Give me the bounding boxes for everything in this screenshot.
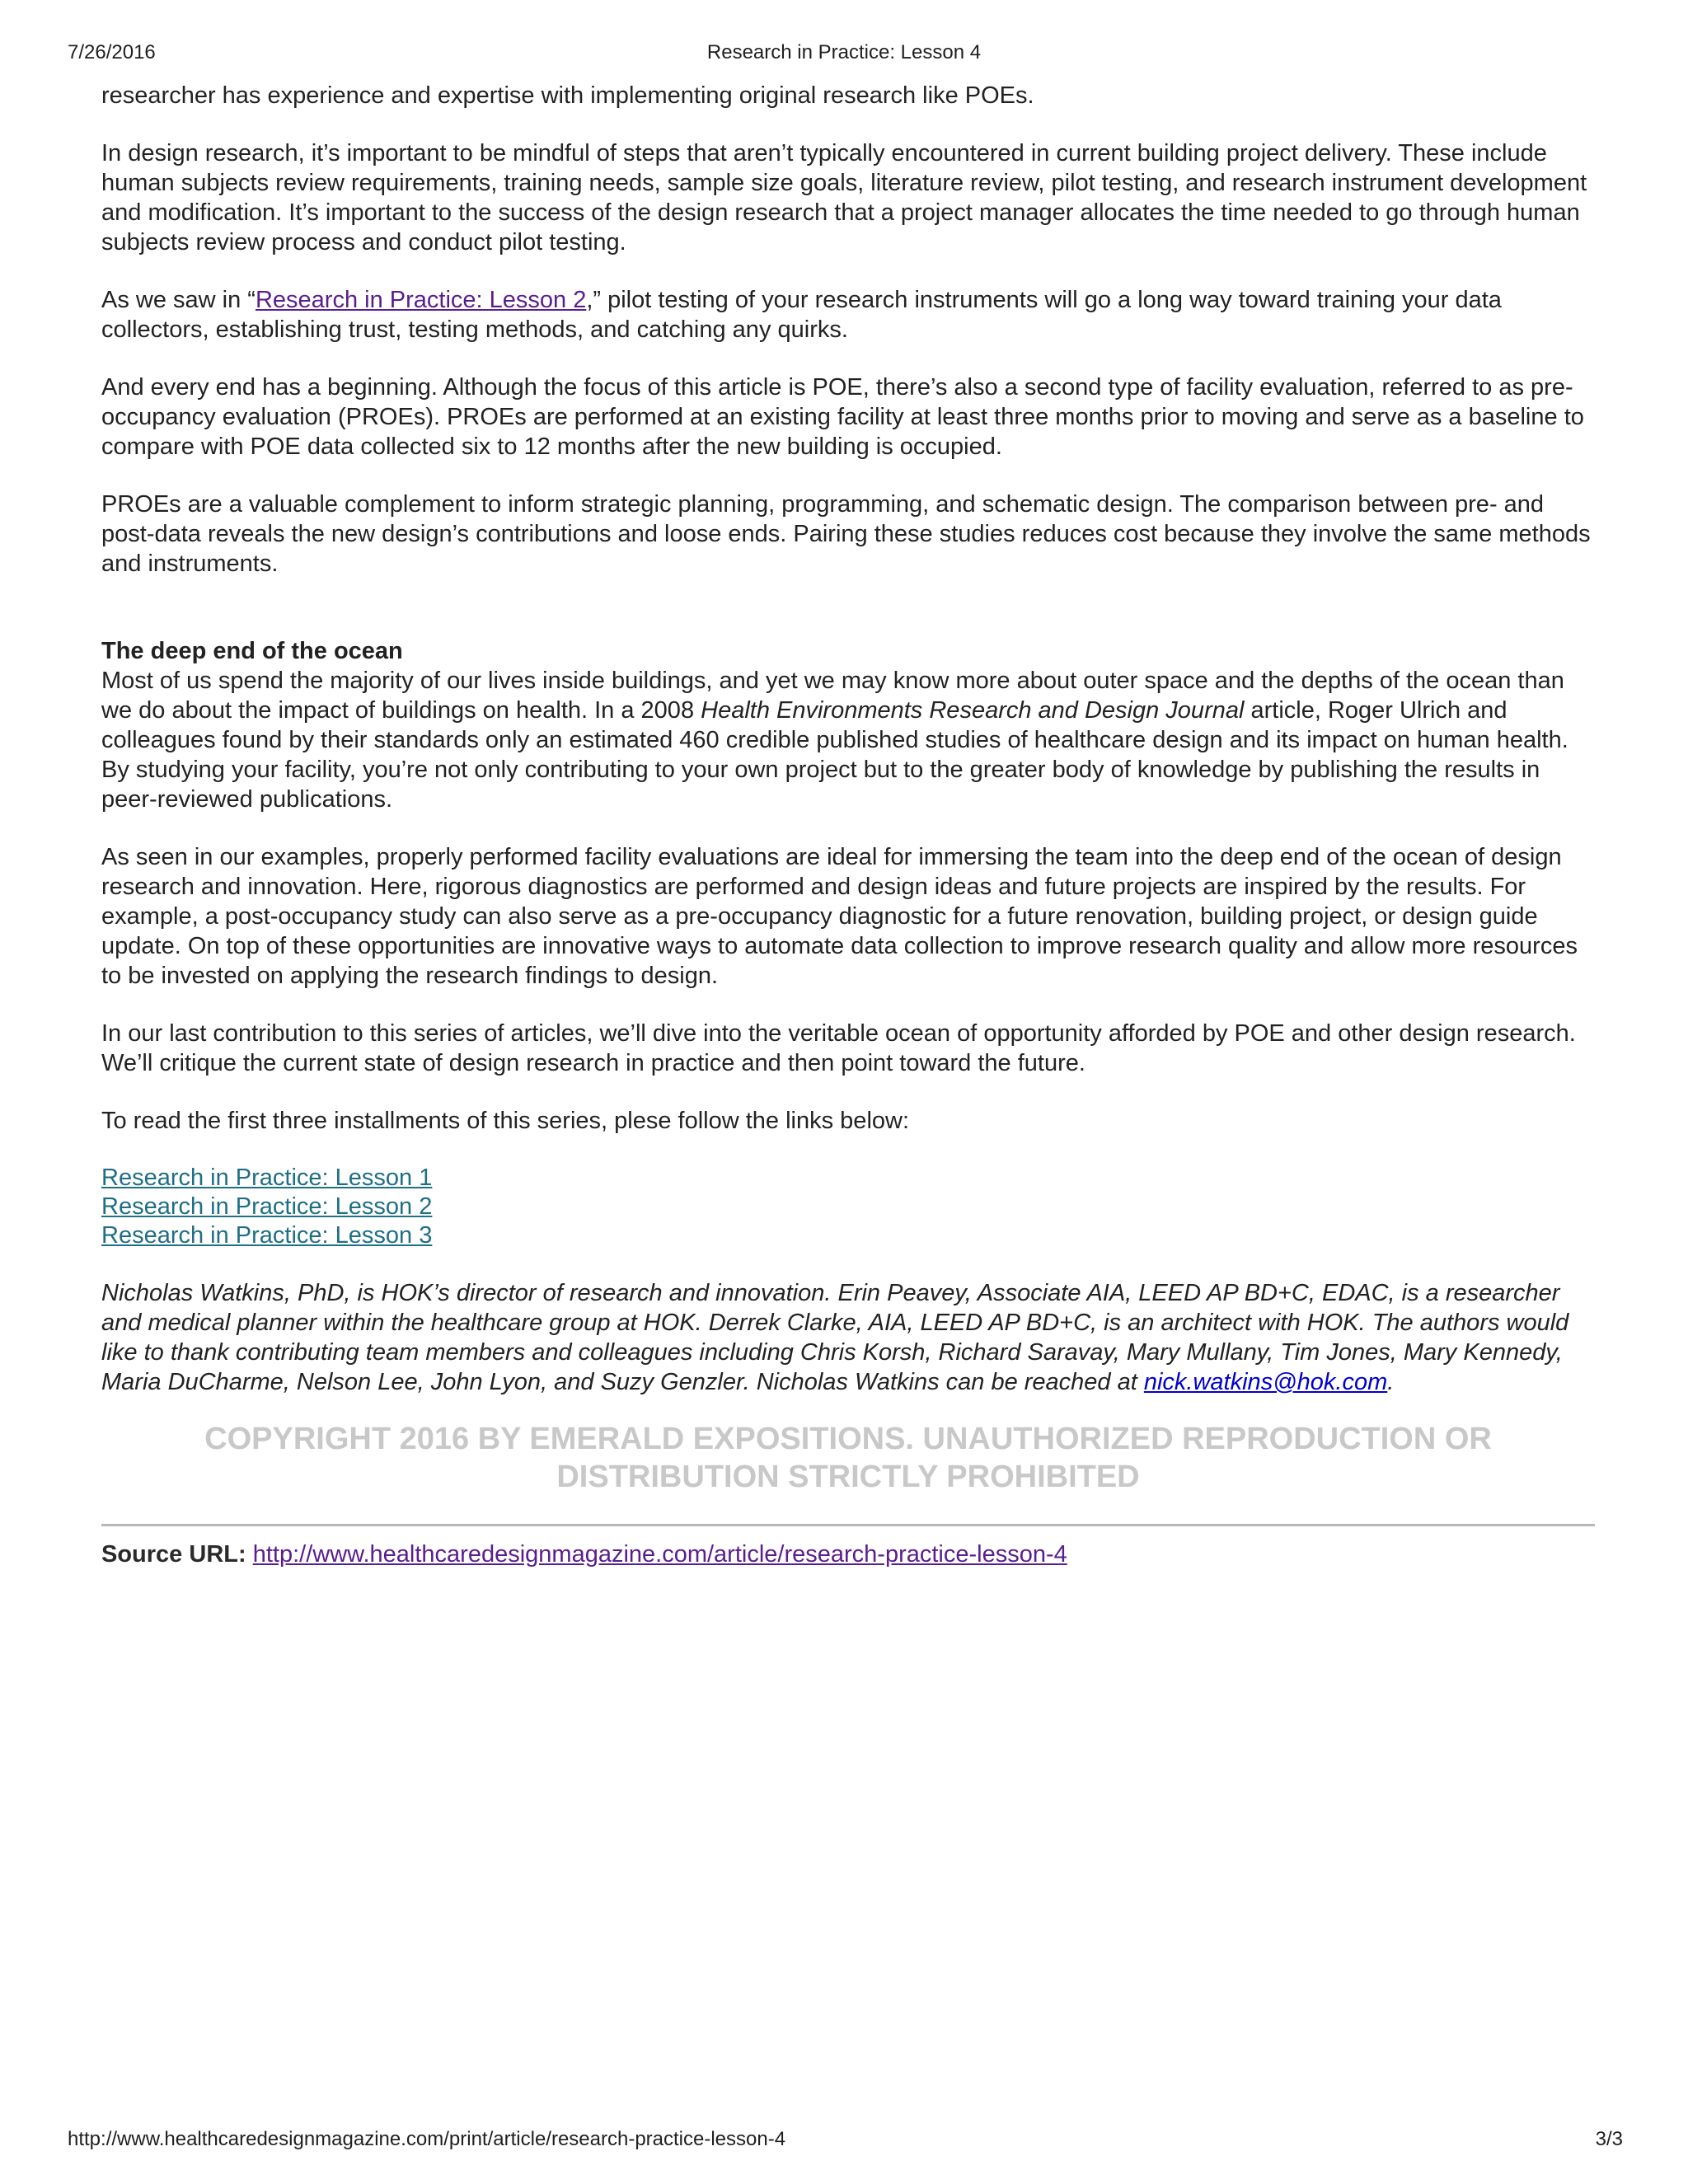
paragraph-text-before-link: As we saw in “	[101, 287, 256, 313]
print-page-title: Research in Practice: Lesson 4	[706, 41, 982, 63]
article-content	[101, 81, 1595, 1597]
journal-title: Health Environments Research and Design Journal	[701, 697, 1245, 724]
lesson-2-inline-link[interactable]: Research in Practice: Lesson 2	[255, 287, 587, 313]
copyright-notice: COPYRIGHT 2016 BY EMERALD EXPOSITIONS. UNAUTHORIZED REPRODUCTION OR DISTRIBUTION STRICTLY PROHIBITED	[204, 1422, 1492, 1494]
source-url-link[interactable]: http://www.healthcaredesignmagazine.com/article/research-practice-lesson-4	[252, 1541, 1067, 1568]
print-footer	[0, 2121, 1688, 2154]
paragraph-text-after-link: ,” pilot testing of your research instruments will go a long way toward training your data collectors, establishing trust, testing methods, and catching any quirks.	[101, 287, 1502, 343]
section-divider	[101, 1524, 1595, 1526]
section-intro-after-italic: article, Roger Ulrich and colleagues found by their standards only an estimated 460 credible published studies of healthcare design and its impact on human health. By studying your facility, you’re not only contributing to your own project but to the greater body of knowledge by publishing the results in peer-reviewed publications.	[101, 697, 1568, 813]
print-header	[0, 0, 1688, 64]
article-paragraph: And every end has a beginning. Although the focus of this article is POE, there’s also a second type of facility evaluation, referred to as pre-occupancy evaluation (PROEs). PROEs are performed at an existing facility at least three months prior to moving and serve as a baseline to compare with POE data collected six to 12 months after the new building is occupied.	[101, 374, 1584, 460]
author-bio-end: .	[1387, 1369, 1395, 1395]
section-paragraph: To read the first three installments of this series, plese follow the links below:	[101, 1108, 910, 1134]
page-number: 3/3	[1595, 2128, 1623, 2150]
print-date: 7/26/2016	[68, 41, 156, 63]
lesson-2-link[interactable]: Research in Practice: Lesson 2	[101, 1193, 433, 1220]
author-bio-text: Nicholas Watkins, PhD, is HOK’s director of research and innovation. Erin Peavey, Associate AIA, LEED AP BD+C, EDAC, is a researcher and medical planner within the healthcare group at HOK. Derrek Clarke, AIA, LEED AP BD+C, is an architect with HOK. The authors would like to thank contributing team members and colleagues including Chris Korsh, Richard Saravay, Mary Mullany, Tim Jones, Mary Kennedy, Maria DuCharme, Nelson Lee, John Lyon, and Suzy Genzler. Nicholas Watkins can be reached at	[101, 1280, 1569, 1395]
article-paragraph: In design research, it’s important to be mindful of steps that aren’t typically encountered in current building project delivery. These include human subjects review requirements, training needs, sample size goals, literature review, pilot testing, and research instrument development and modification. It’s important to the success of the design research that a project manager allocates the time needed to go through human subjects review process and conduct pilot testing.	[101, 140, 1587, 255]
lesson-links-list	[101, 1164, 1595, 1250]
article-paragraph: researcher has experience and expertise with implementing original research like POEs.	[101, 82, 1034, 109]
print-footer-url: http://www.healthcaredesignmagazine.com/print/article/research-practice-lesson-4	[68, 2128, 786, 2150]
section-paragraph: In our last contribution to this series of articles, we’ll dive into the veritable ocean of opportunity afforded by POE and other design research. We’ll critique the current state of design research in practice and then point toward the future.	[101, 1020, 1576, 1076]
source-url-line	[101, 1540, 1595, 1569]
author-email-link[interactable]: nick.watkins@hok.com	[1143, 1369, 1388, 1395]
source-url-label: Source URL:	[101, 1541, 246, 1568]
lesson-1-link[interactable]: Research in Practice: Lesson 1	[101, 1165, 433, 1191]
lesson-3-link[interactable]: Research in Practice: Lesson 3	[101, 1222, 433, 1249]
section-intro-before-italic: Most of us spend the majority of our lives inside buildings, and yet we may know more about outer space and the depths of the ocean than we do about the impact of buildings on health. In a 2008	[101, 668, 1564, 724]
section-intro-paragraph	[101, 666, 1595, 814]
section-paragraph: As seen in our examples, properly performed facility evaluations are ideal for immersing the team into the deep end of the ocean of design research and innovation. Here, rigorous diagnostics are performed and design ideas and future projects are inspired by the results. For example, a post-occupancy study can also serve as a pre-occupancy diagnostic for a future renovation, building project, or design guide update. On top of these opportunities are innovative ways to automate data collection to improve research quality and allow more resources to be invested on applying the research findings to design.	[101, 844, 1578, 989]
author-bio	[101, 1278, 1595, 1397]
article-paragraph: PROEs are a valuable complement to inform strategic planning, programming, and schematic design. The comparison between pre- and post-data reveals the new design’s contributions and loose ends. Pairing these studies reduces cost because they involve the same methods and instruments.	[101, 491, 1591, 577]
article-paragraph-with-link	[101, 285, 1595, 344]
section-title: The deep end of the ocean	[101, 638, 403, 664]
